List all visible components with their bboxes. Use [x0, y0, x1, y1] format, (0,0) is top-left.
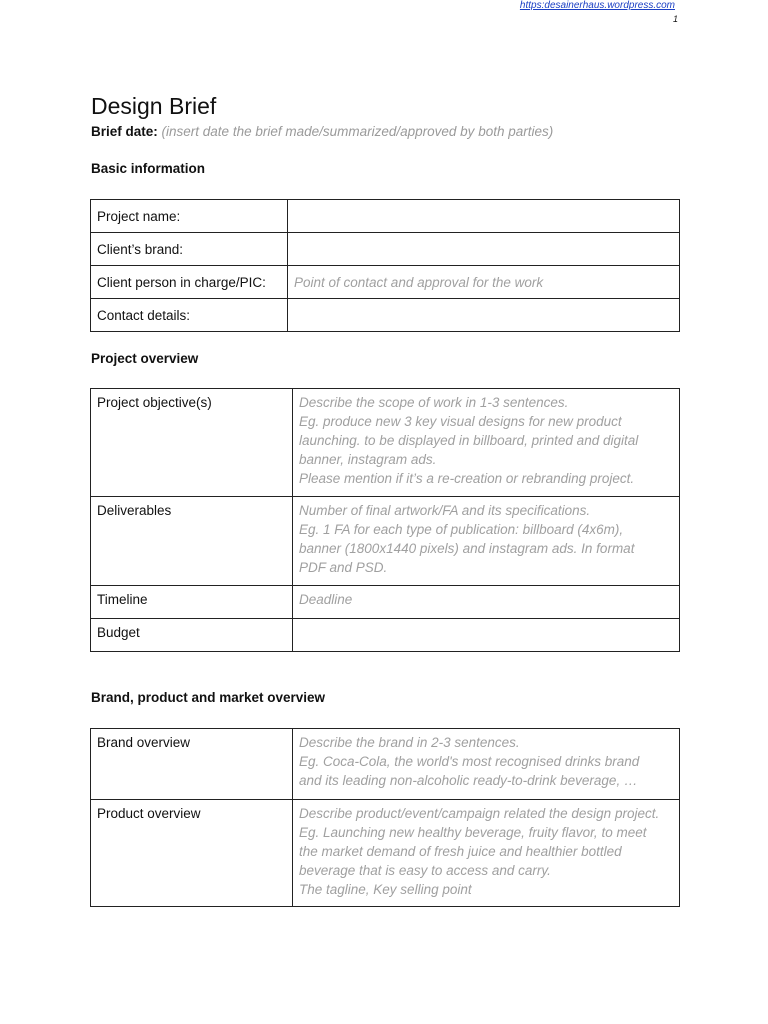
text-line: Deadline — [299, 592, 353, 607]
text-line: and its leading non-alcoholic ready-to-drink beverage, … — [299, 773, 638, 788]
text-line: banner, instagram ads. — [299, 452, 437, 467]
contact-details-field[interactable] — [288, 299, 680, 332]
text-line: the market demand of fresh juice and healthier bottled — [299, 844, 622, 859]
budget-field[interactable] — [293, 619, 680, 652]
table-row — [91, 729, 680, 800]
brand-overview-field[interactable] — [293, 729, 680, 800]
text-line: Describe the brand in 2-3 sentences. — [299, 735, 520, 750]
brief-date-hint: (insert date the brief made/summarized/approved by both parties) — [161, 124, 554, 139]
project-name-label: Project name: — [91, 200, 288, 233]
brand-product-market-table — [90, 728, 680, 907]
client-pic-field[interactable]: Point of contact and approval for the work — [288, 266, 680, 299]
client-brand-field[interactable] — [288, 233, 680, 266]
page-number: 1 — [672, 14, 678, 24]
text-line: beverage that is easy to access and carry. — [299, 863, 551, 878]
project-objectives-field[interactable] — [293, 389, 680, 497]
text-line: Please mention if it’s a re-creation or rebranding project. — [299, 471, 635, 486]
text-line: Describe the scope of work in 1-3 sentences. — [299, 395, 569, 410]
table-row — [91, 389, 680, 497]
table-row — [91, 619, 680, 652]
client-brand-label: Client’s brand: — [91, 233, 288, 266]
text-line: Describe product/event/campaign related the design project. — [299, 806, 660, 821]
brief-date — [91, 124, 553, 140]
deliverables-field[interactable] — [293, 497, 680, 586]
text-line: banner (1800x1440 pixels) and instagram ads. In format — [299, 541, 635, 556]
header-link[interactable]: https:desainerhaus.wordpress.com — [519, 0, 675, 11]
text-line: The tagline, Key selling point — [299, 882, 472, 897]
project-name-field[interactable] — [288, 200, 680, 233]
deliverables-label: Deliverables — [91, 497, 293, 586]
table-row — [91, 586, 680, 619]
product-overview-label: Product overview — [91, 800, 293, 907]
section-heading-brand-product-market: Brand, product and market overview — [91, 690, 326, 705]
text-line: PDF and PSD. — [299, 560, 388, 575]
table-row — [91, 233, 680, 266]
brand-overview-label: Brand overview — [91, 729, 293, 800]
table-row — [91, 299, 680, 332]
text-line: Eg. 1 FA for each type of publication: billboard (4x6m), — [299, 522, 624, 537]
table-row — [91, 266, 680, 299]
table-row — [91, 497, 680, 586]
budget-label: Budget — [91, 619, 293, 652]
timeline-label: Timeline — [91, 586, 293, 619]
section-heading-project-overview: Project overview — [91, 351, 199, 366]
project-overview-table — [90, 388, 680, 652]
product-overview-field[interactable] — [293, 800, 680, 907]
document-title: Design Brief — [91, 93, 217, 119]
basic-information-table — [90, 199, 680, 332]
text-line: Eg. Coca-Cola, the world's most recognised drinks brand — [299, 754, 640, 769]
table-row — [91, 200, 680, 233]
brief-date-label: Brief date: — [91, 124, 158, 139]
timeline-field[interactable] — [293, 586, 680, 619]
client-pic-label: Client person in charge/PIC: — [91, 266, 288, 299]
section-heading-basic-information: Basic information — [91, 161, 206, 176]
table-row — [91, 800, 680, 907]
text-line: Number of final artwork/FA and its specifications. — [299, 503, 591, 518]
project-objectives-label: Project objective(s) — [91, 389, 293, 497]
contact-details-label: Contact details: — [91, 299, 288, 332]
text-line: launching. to be displayed in billboard, printed and digital — [299, 433, 639, 448]
text-line: Eg. Launching new healthy beverage, fruity flavor, to meet — [299, 825, 647, 840]
text-line: Eg. produce new 3 key visual designs for new product — [299, 414, 622, 429]
